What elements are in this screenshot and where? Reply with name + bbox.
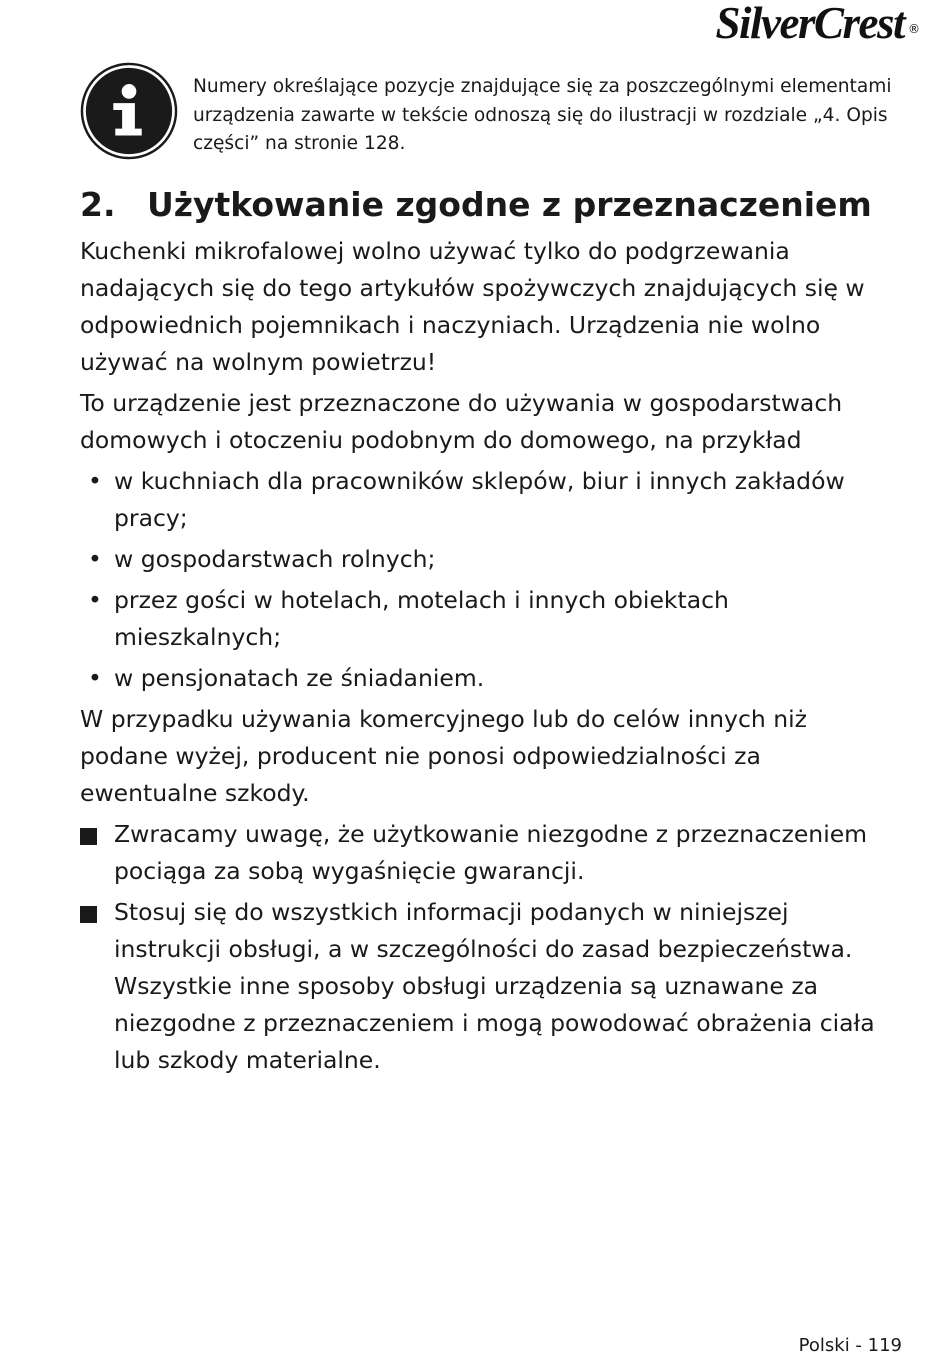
- list-item: [80, 541, 900, 578]
- square-bullet-icon: [80, 828, 97, 845]
- bullet-dot-icon: •: [88, 467, 102, 495]
- list-item-text: w pensjonatach ze śniadaniem.: [114, 664, 485, 692]
- section-title: Użytkowanie zgodne z przeznaczeniem: [147, 185, 872, 224]
- notes-list: [80, 816, 900, 1079]
- list-item-text: Stosuj się do wszystkich informacji podanych w niniejszej instrukcji obsługi, a w szczególności do zasad bezpieczeństwa. Wszystkie inne sposoby obsługi urządzenia są uznawane za niezgodne z przeznaczeniem i mogą powodować obrażenia ciała lub szkody materialne.: [114, 898, 875, 1074]
- section-number: 2.: [80, 185, 116, 224]
- list-item: [80, 463, 900, 537]
- household-paragraph: To urządzenie jest przeznaczone do używania w gospodarstwach domowych i otoczeniu podobnym do domowego, na przykład: [80, 389, 843, 454]
- list-item-text: w kuchniach dla pracowników sklepów, biur i innych zakładów pracy;: [114, 467, 845, 532]
- info-note: Numery określające pozycje znajdujące się za poszczególnymi elementami urządzenia zawarte w tekście odnoszą się do ilustracji w rozdziale „4. Opis części” na stronie 128.: [193, 76, 892, 154]
- intended-use-paragraph: Kuchenki mikrofalowej wolno używać tylko do podgrzewania nadających się do tego artykułów spożywczych znajdujących się w odpowiednich pojemnikach i naczyniach. Urządzenia nie wolno używać na wolnym powietrzu!: [80, 237, 865, 376]
- page-footer: Polski - 119: [798, 1335, 902, 1356]
- list-item: [80, 660, 900, 697]
- section-body: [80, 233, 900, 1083]
- examples-list: [80, 463, 900, 697]
- list-item-text: Zwracamy uwagę, że użytkowanie niezgodne z przeznaczeniem pociąga za sobą wygaśnięcie gwarancji.: [114, 820, 868, 885]
- list-item-text: przez gości w hotelach, motelach i innych obiektach mieszkalnych;: [114, 586, 729, 651]
- brand-logo-text: SilverCrest: [715, 0, 904, 48]
- section-heading: [80, 182, 872, 228]
- list-item: [80, 816, 900, 890]
- liability-paragraph: W przypadku używania komercyjnego lub do celów innych niż podane wyżej, producent nie ponosi odpowiedzialności za ewentualne szkody.: [80, 705, 807, 807]
- bullet-dot-icon: •: [88, 664, 102, 692]
- square-bullet-icon: [80, 906, 97, 923]
- brand-logo: [715, 0, 920, 48]
- bullet-dot-icon: •: [88, 545, 102, 573]
- list-item: [80, 582, 900, 656]
- list-item: [80, 894, 900, 1079]
- registered-mark: ®: [908, 22, 920, 36]
- list-item-text: w gospodarstwach rolnych;: [114, 545, 436, 573]
- info-icon: [80, 62, 178, 160]
- bullet-dot-icon: •: [88, 586, 102, 614]
